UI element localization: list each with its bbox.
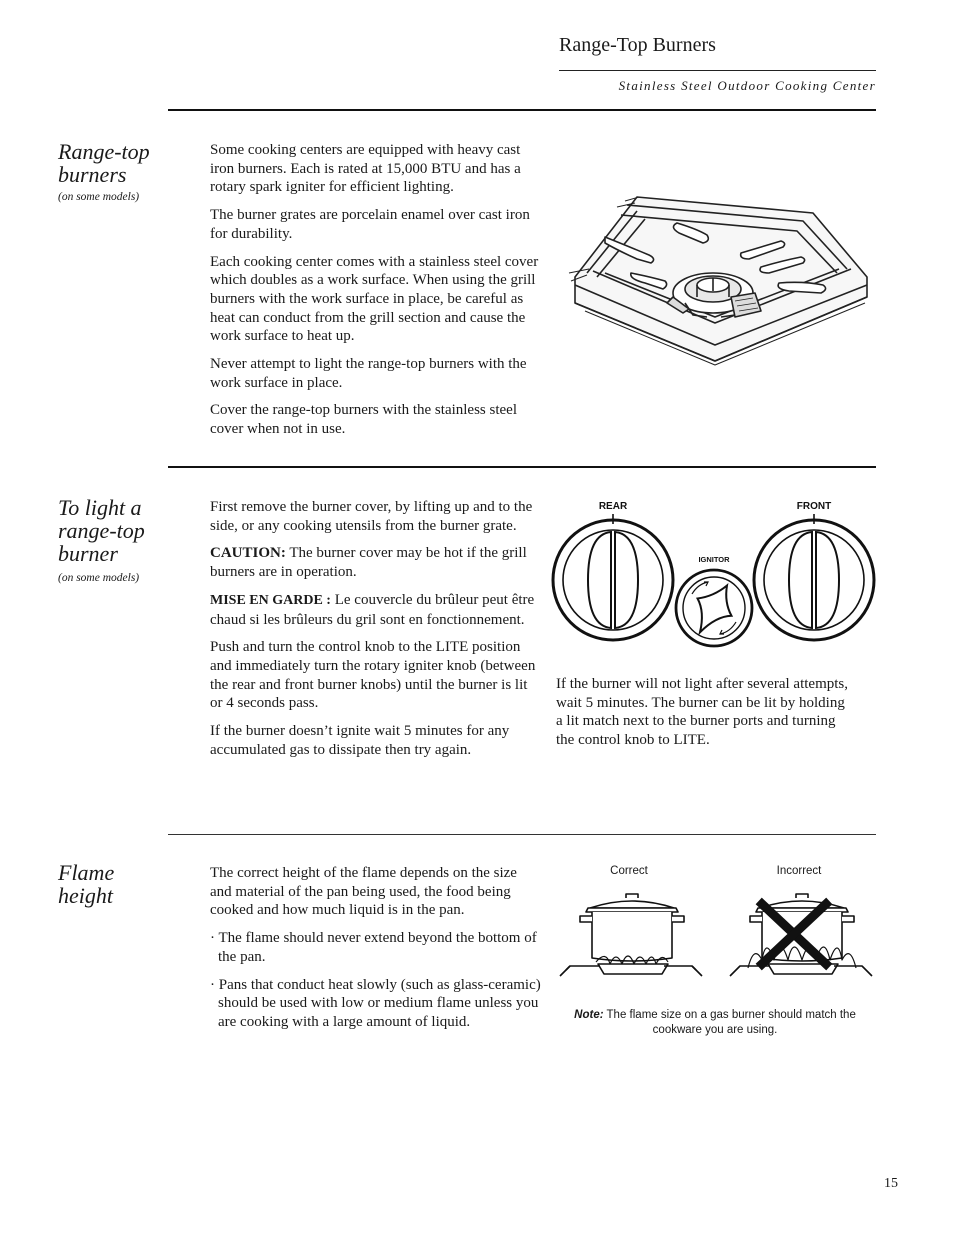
page-header-title: Range-Top Burners [559,34,716,56]
correct-label: Correct [610,865,648,877]
section-note: (on some models) [58,572,140,584]
paragraph: If the burner doesn’t ignite wait 5 minutes for any accumulated gas to dissipate then try again. [210,723,510,758]
header-rule [559,70,876,71]
mise-text: Le couvercle du brûleur peut être chaud si les brûleurs du gril sont en fonctionnement. [210,591,535,628]
section-title-range-top-burners: Range-top burners [58,139,150,187]
incorrect-label: Incorrect [776,865,822,877]
mise-en-garde-paragraph [210,591,542,629]
section3-body [210,864,542,1041]
paragraph: Never attempt to light the range-top burners with the work surface in place. [210,356,527,391]
incorrect-pot-illustration [726,890,876,982]
paragraph: If the burner will not light after several attempts, wait 5 minutes. The burner can be lit by holding a lit match next to the burner ports and turning the control knob to LITE. [556,676,848,749]
paragraph: First remove the burner cover, by lifting up and to the side, or any cooking utensils from the burner grate. [210,499,533,534]
front-knob-label: FRONT [796,501,832,512]
bullet-item: · The flame should never extend beyond the bottom of the pan. [210,930,537,965]
caution-label: CAUTION: [210,545,286,562]
section-divider [168,109,876,111]
paragraph: The correct height of the flame depends on the size and material of the pan being used, the food being cooked and how much liquid is in the pan. [210,865,517,919]
section2-body [210,498,542,768]
section-divider [168,466,876,468]
section-divider [168,834,876,835]
cooktop-burner-illustration [565,185,875,370]
flame-note [566,1008,864,1038]
note-text: The flame size on a gas burner should match the cookware you are using. [603,1009,856,1036]
igniter-label: IGNITOR [698,555,730,564]
paragraph: Cover the range-top burners with the stainless steel cover when not in use. [210,402,518,438]
note-label: Note: [574,1009,604,1021]
section1-body [210,141,542,448]
paragraph: Each cooking center comes with a stainless steel cover which doubles as a work surface. When using the grill burners with the work surface in place, be careful as heat can conduct from the grill section and cause the work surface to heat up. [210,253,539,345]
caution-paragraph [210,544,542,581]
control-knobs-illustration [550,494,880,650]
rear-knob-label: REAR [598,501,628,512]
section2-right-text [556,675,848,759]
bullet-item: · Pans that conduct heat slowly (such as glass-ceramic) should be used with low or medium flame unless you are cooking with a large amount of liquid. [210,976,541,1030]
mise-label: MISE EN GARDE : [210,592,331,608]
paragraph: The burner grates are porcelain enamel over cast iron for durability. [210,207,530,242]
section-title-flame-height: Flame height [58,860,115,908]
correct-pot-illustration [556,890,706,982]
caution-text: The burner cover may be hot if the grill burners are in operation. [210,545,527,581]
page-header-subtitle: Stainless Steel Outdoor Cooking Center [618,78,876,93]
section-note: (on some models) [58,191,140,203]
paragraph: Push and turn the control knob to the LITE position and immediately turn the rotary igniter knob (between the rear and front burner knobs) until the burner is lit or 4 seconds pass. [210,639,536,712]
page-number: 15 [884,1176,898,1191]
paragraph: Some cooking centers are equipped with heavy cast iron burners. Each is rated at 15,000 BTU and has a rotary spark igniter for efficient lighting. [210,142,521,196]
section-title-to-light-burner: To light a range-top burner [58,495,145,566]
